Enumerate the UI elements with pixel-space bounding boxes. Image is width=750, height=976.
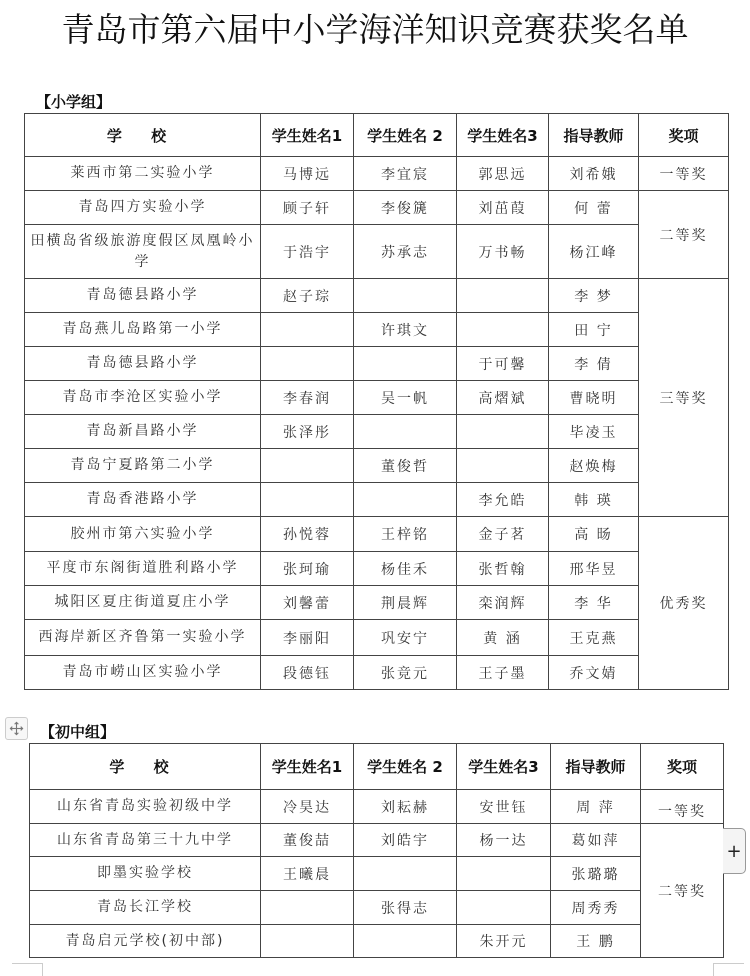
student2-cell[interactable]: 刘皓宇 <box>354 824 457 857</box>
table-row <box>25 415 729 449</box>
student1-cell[interactable]: 于浩宇 <box>261 225 354 279</box>
student3-cell[interactable] <box>457 891 551 925</box>
student2-cell[interactable] <box>354 925 457 958</box>
table-header-row <box>30 744 724 790</box>
student2-cell[interactable]: 苏承志 <box>354 225 457 279</box>
student1-cell[interactable]: 王曦晨 <box>261 857 354 891</box>
student1-cell[interactable]: 张泽彤 <box>261 415 354 449</box>
school-cell[interactable]: 青岛德县路小学 <box>25 279 261 313</box>
student3-cell[interactable]: 万书畅 <box>457 225 549 279</box>
student1-cell[interactable]: 孙悦蓉 <box>261 517 354 552</box>
student2-cell[interactable] <box>354 279 457 313</box>
plus-icon: + <box>726 840 742 862</box>
page-corner-mark-left <box>12 963 43 976</box>
award-cell-first-prize[interactable]: 一等奖 <box>641 790 724 824</box>
student2-cell[interactable]: 李俊篪 <box>354 191 457 225</box>
student2-cell[interactable]: 董俊哲 <box>354 449 457 483</box>
student1-cell[interactable] <box>261 449 354 483</box>
teacher-cell[interactable]: 高 旸 <box>549 517 639 552</box>
table-row <box>25 552 729 586</box>
student2-cell[interactable]: 许琪文 <box>354 313 457 347</box>
header-school: 学 校 <box>30 744 261 790</box>
school-cell[interactable]: 青岛长江学校 <box>30 891 261 925</box>
school-cell[interactable]: 青岛宁夏路第二小学 <box>25 449 261 483</box>
teacher-cell[interactable]: 邢华昱 <box>549 552 639 586</box>
move-arrows-icon <box>9 721 24 736</box>
student2-cell[interactable] <box>354 347 457 381</box>
teacher-cell[interactable]: 赵焕梅 <box>549 449 639 483</box>
teacher-cell[interactable]: 李 倩 <box>549 347 639 381</box>
table-row <box>25 313 729 347</box>
student1-cell[interactable]: 李春润 <box>261 381 354 415</box>
student3-cell[interactable]: 杨一达 <box>457 824 551 857</box>
primary-group-label: 【小学组】 <box>36 93 112 111</box>
student3-cell[interactable]: 栾润辉 <box>457 586 549 620</box>
school-cell[interactable]: 即墨实验学校 <box>30 857 261 891</box>
student1-cell[interactable]: 顾子轩 <box>261 191 354 225</box>
teacher-cell[interactable]: 曹晓明 <box>549 381 639 415</box>
student3-cell[interactable]: 王子墨 <box>457 656 549 690</box>
junior-award-table <box>29 743 724 958</box>
student2-cell[interactable] <box>354 415 457 449</box>
teacher-cell[interactable]: 田 宁 <box>549 313 639 347</box>
table-row <box>25 381 729 415</box>
teacher-cell[interactable]: 毕凌玉 <box>549 415 639 449</box>
school-cell[interactable]: 青岛市崂山区实验小学 <box>25 656 261 690</box>
table-row <box>25 483 729 517</box>
table-row <box>25 225 729 279</box>
school-cell[interactable]: 青岛燕儿岛路第一小学 <box>25 313 261 347</box>
header-student1: 学生姓名1 <box>261 744 354 790</box>
student1-cell[interactable] <box>261 313 354 347</box>
student3-cell[interactable]: 于可馨 <box>457 347 549 381</box>
school-cell[interactable]: 西海岸新区齐鲁第一实验小学 <box>25 620 261 656</box>
award-cell-second-prize[interactable]: 二等奖 <box>641 824 724 958</box>
school-cell[interactable]: 青岛新昌路小学 <box>25 415 261 449</box>
teacher-cell[interactable]: 王 鹏 <box>551 925 641 958</box>
header-student2: 学生姓名 2 <box>354 744 457 790</box>
student3-cell[interactable]: 金子茗 <box>457 517 549 552</box>
teacher-cell[interactable]: 乔文婧 <box>549 656 639 690</box>
header-student1: 学生姓名1 <box>261 114 354 157</box>
teacher-cell[interactable]: 李 梦 <box>549 279 639 313</box>
student2-cell[interactable]: 张得志 <box>354 891 457 925</box>
school-cell[interactable]: 莱西市第二实验小学 <box>25 157 261 191</box>
student2-cell[interactable]: 李宜宸 <box>354 157 457 191</box>
student2-cell[interactable]: 巩安宁 <box>354 620 457 656</box>
award-cell-second-prize[interactable]: 二等奖 <box>639 191 729 279</box>
header-teacher: 指导教师 <box>551 744 641 790</box>
teacher-cell[interactable]: 何 蕾 <box>549 191 639 225</box>
header-student2: 学生姓名 2 <box>354 114 457 157</box>
table-row <box>25 656 729 690</box>
student1-cell[interactable] <box>261 483 354 517</box>
table-row <box>25 191 729 225</box>
table-row <box>25 586 729 620</box>
award-cell-third-prize[interactable]: 三等奖 <box>639 279 729 517</box>
student1-cell[interactable]: 董俊喆 <box>261 824 354 857</box>
header-student3: 学生姓名3 <box>457 744 551 790</box>
header-award: 奖项 <box>639 114 729 157</box>
student3-cell[interactable] <box>457 313 549 347</box>
student3-cell[interactable] <box>457 415 549 449</box>
table-row <box>25 347 729 381</box>
document-title: 青岛市第六届中小学海洋知识竞赛获奖名单 <box>61 10 689 49</box>
table-row <box>30 824 724 857</box>
student1-cell[interactable]: 马博远 <box>261 157 354 191</box>
student3-cell[interactable] <box>457 857 551 891</box>
student1-cell[interactable]: 段德钰 <box>261 656 354 690</box>
header-student3: 学生姓名3 <box>457 114 549 157</box>
student3-cell[interactable]: 刘茁葭 <box>457 191 549 225</box>
school-cell[interactable]: 平度市东阁街道胜利路小学 <box>25 552 261 586</box>
page-corner-mark-right <box>713 963 744 976</box>
school-cell[interactable]: 田横岛省级旅游度假区凤凰岭小学 <box>25 225 261 279</box>
school-cell[interactable]: 青岛市李沧区实验小学 <box>25 381 261 415</box>
table-row <box>25 449 729 483</box>
student2-cell[interactable]: 杨佳禾 <box>354 552 457 586</box>
student2-cell[interactable]: 吴一帆 <box>354 381 457 415</box>
student3-cell[interactable]: 高熠斌 <box>457 381 549 415</box>
student3-cell[interactable]: 安世钰 <box>457 790 551 824</box>
student1-cell[interactable]: 张珂瑜 <box>261 552 354 586</box>
award-cell-first-prize[interactable]: 一等奖 <box>639 157 729 191</box>
teacher-cell[interactable]: 张璐璐 <box>551 857 641 891</box>
header-award: 奖项 <box>641 744 724 790</box>
header-teacher: 指导教师 <box>549 114 639 157</box>
table-header-row <box>25 114 729 157</box>
student3-cell[interactable] <box>457 279 549 313</box>
student3-cell[interactable]: 郭思远 <box>457 157 549 191</box>
teacher-cell[interactable]: 周秀秀 <box>551 891 641 925</box>
primary-award-table <box>24 113 729 690</box>
header-school: 学 校 <box>25 114 261 157</box>
student1-cell[interactable] <box>261 891 354 925</box>
school-cell[interactable]: 青岛四方实验小学 <box>25 191 261 225</box>
student1-cell[interactable]: 李丽阳 <box>261 620 354 656</box>
table-row <box>30 891 724 925</box>
student1-cell[interactable]: 刘馨蕾 <box>261 586 354 620</box>
teacher-cell[interactable]: 韩 瑛 <box>549 483 639 517</box>
add-row-button[interactable] <box>723 828 746 874</box>
student2-cell[interactable]: 荆晨辉 <box>354 586 457 620</box>
table-row <box>30 790 724 824</box>
table-row <box>30 925 724 958</box>
student2-cell[interactable]: 王梓铭 <box>354 517 457 552</box>
teacher-cell[interactable]: 周 萍 <box>551 790 641 824</box>
award-cell-excellence-prize[interactable]: 优秀奖 <box>639 517 729 690</box>
student3-cell[interactable]: 黄 涵 <box>457 620 549 656</box>
school-cell[interactable]: 山东省青岛第三十九中学 <box>30 824 261 857</box>
student2-cell[interactable] <box>354 857 457 891</box>
student3-cell[interactable]: 李允皓 <box>457 483 549 517</box>
school-cell[interactable]: 胶州市第六实验小学 <box>25 517 261 552</box>
teacher-cell[interactable]: 刘希娥 <box>549 157 639 191</box>
school-cell[interactable]: 青岛启元学校(初中部) <box>30 925 261 958</box>
junior-group-label: 【初中组】 <box>40 723 116 741</box>
student2-cell[interactable]: 张竞元 <box>354 656 457 690</box>
table-row <box>25 620 729 656</box>
teacher-cell[interactable]: 葛如萍 <box>551 824 641 857</box>
table-row <box>25 157 729 191</box>
student3-cell[interactable]: 朱开元 <box>457 925 551 958</box>
student1-cell[interactable]: 赵子琮 <box>261 279 354 313</box>
teacher-cell[interactable]: 杨江峰 <box>549 225 639 279</box>
student3-cell[interactable] <box>457 449 549 483</box>
teacher-cell[interactable]: 李 华 <box>549 586 639 620</box>
table-row <box>25 517 729 552</box>
school-cell[interactable]: 青岛德县路小学 <box>25 347 261 381</box>
table-move-handle[interactable] <box>5 717 28 740</box>
student1-cell[interactable] <box>261 347 354 381</box>
student2-cell[interactable]: 刘耘赫 <box>354 790 457 824</box>
teacher-cell[interactable]: 王克燕 <box>549 620 639 656</box>
school-cell[interactable]: 青岛香港路小学 <box>25 483 261 517</box>
student1-cell[interactable]: 冷昊达 <box>261 790 354 824</box>
school-cell[interactable]: 城阳区夏庄街道夏庄小学 <box>25 586 261 620</box>
student3-cell[interactable]: 张哲翰 <box>457 552 549 586</box>
student2-cell[interactable] <box>354 483 457 517</box>
table-row <box>30 857 724 891</box>
table-row <box>25 279 729 313</box>
school-cell[interactable]: 山东省青岛实验初级中学 <box>30 790 261 824</box>
student1-cell[interactable] <box>261 925 354 958</box>
